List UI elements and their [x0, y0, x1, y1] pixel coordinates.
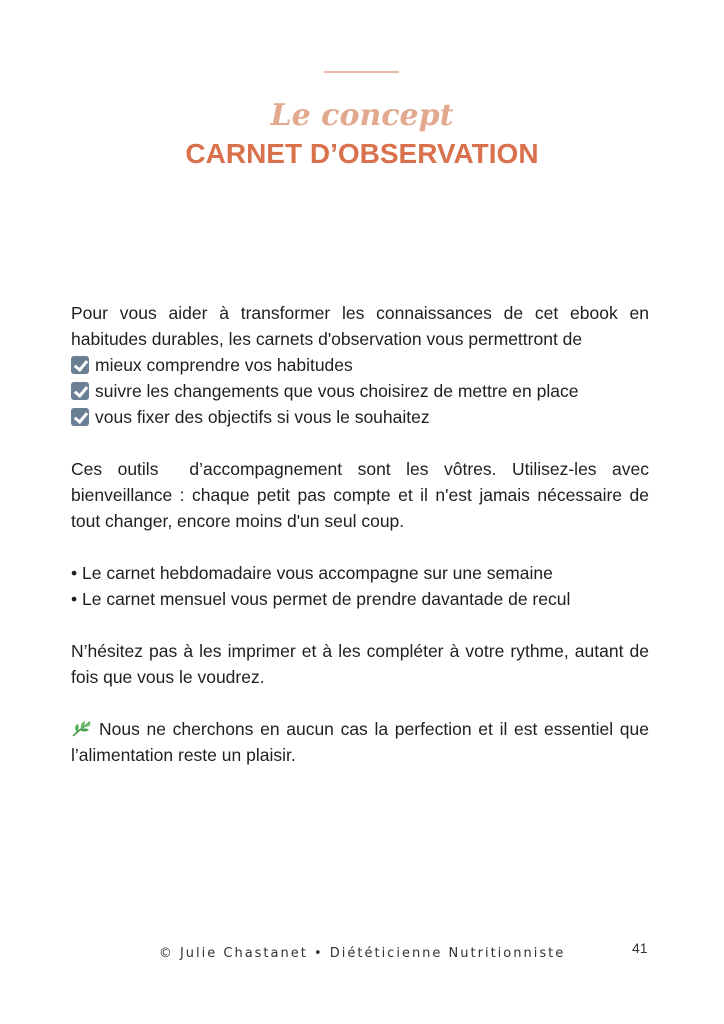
intro-text: Pour vous aider à transformer les connaissances de cet ebook en habitudes durables, les carnets d'observation vous permettront de — [71, 303, 649, 349]
list-item: • Le carnet hebdomadaire vous accompagne sur une semaine — [71, 563, 553, 583]
decorative-rule — [324, 71, 399, 73]
herb-leaf-icon — [71, 720, 93, 738]
closing-text: Nous ne cherchons en aucun cas la perfection et il est essentiel que l’alimentation reste un plaisir. — [71, 719, 649, 765]
list-item: • Le carnet mensuel vous permet de prendre davantade de recul — [71, 589, 571, 609]
check-item: vous fixer des objectifs si vous le souhaitez — [71, 404, 649, 430]
check-item: mieux comprendre vos habitudes — [71, 352, 649, 378]
check-item: suivre les changements que vous choisirez de mettre en place — [71, 378, 649, 404]
page-title: CARNET D’OBSERVATION — [185, 138, 539, 169]
check-mark-icon — [71, 356, 89, 374]
check-mark-icon — [71, 382, 89, 400]
page-number: 41 — [632, 940, 648, 956]
print-paragraph: N’hésitez pas à les imprimer et à les compléter à votre rythme, autant de fois que vous le voudrez. — [71, 641, 649, 687]
body-text — [71, 300, 654, 794]
intro-paragraph — [71, 300, 649, 430]
bullet-list — [71, 560, 649, 612]
check-mark-icon — [71, 408, 89, 426]
footer-credit: © Julie Chastanet • Diététicienne Nutritionniste — [158, 946, 566, 961]
page-subtitle: Le concept — [270, 98, 454, 133]
tools-paragraph: Ces outils d’accompagnement sont les vôtres. Utilisez-les avec bienveillance : chaque petit pas compte et il n'est jamais nécessaire de tout changer, encore moins d'un seul coup. — [71, 459, 654, 531]
closing-paragraph — [71, 716, 649, 768]
